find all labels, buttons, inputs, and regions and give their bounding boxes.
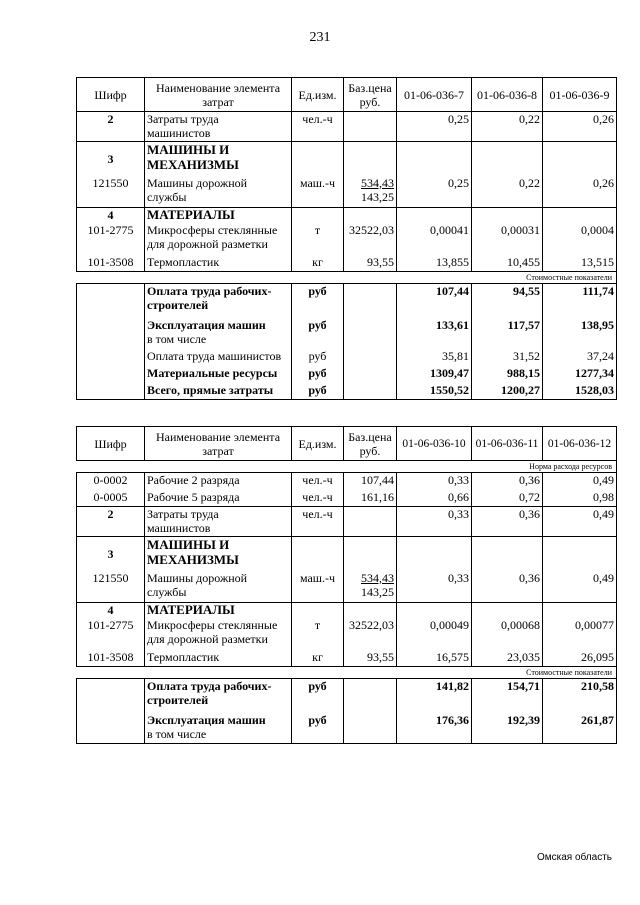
cell-name (145, 112, 292, 142)
cell-empty (472, 208, 543, 223)
section-label: Норма расхода ресурсов (77, 461, 617, 473)
cell-value: 0,33 (397, 473, 472, 490)
section-label: Стоимостные показатели (77, 667, 617, 679)
name-line: Машины дорожной (147, 570, 248, 585)
cell-empty (344, 603, 397, 618)
cell-value: 117,57 (472, 315, 543, 349)
table-row (77, 603, 617, 618)
cell-value: 1309,47 (397, 366, 472, 383)
name-line: в том числе (147, 331, 207, 346)
cell-name (145, 315, 292, 349)
col-price: Баз.цена руб. (344, 78, 397, 112)
cell-name (145, 571, 292, 603)
cell-value: 1200,27 (472, 383, 543, 400)
cell-value: 13,515 (543, 255, 617, 272)
cell-unit: руб (292, 679, 344, 710)
page-number: 231 (309, 30, 331, 45)
name-line: МЕХАНИЗМЫ (147, 552, 239, 567)
cell-price: 107,44 (344, 473, 397, 490)
price-line: 534,43 (361, 570, 394, 585)
cell-cipher: 0-0005 (77, 490, 145, 507)
cell-cipher: 101-3508 (77, 650, 145, 667)
cell-cipher: 2 (77, 112, 145, 142)
name-line: МАШИНЫ И (147, 142, 230, 157)
cell-cipher: 121550 (77, 571, 145, 603)
col-code-1: 01-06-036-10 (397, 427, 472, 461)
cell-value: 10,455 (472, 255, 543, 272)
cell-unit: т (292, 618, 344, 650)
cell-unit: кг (292, 650, 344, 667)
cell-value: 133,61 (397, 315, 472, 349)
cell-name (145, 710, 292, 744)
col-cipher: Шифр (77, 78, 145, 112)
cell-empty (344, 315, 397, 349)
cell-empty (344, 208, 397, 223)
cell-empty (344, 710, 397, 744)
table-header (77, 427, 617, 461)
name-line: Затраты труда (147, 112, 219, 126)
cell-unit: руб (292, 366, 344, 383)
cell-name (145, 142, 292, 176)
cell-name (145, 679, 292, 710)
name-line: Эксплуатация машин (147, 712, 266, 727)
table-row (77, 650, 617, 667)
cell-unit: чел.-ч (292, 112, 344, 142)
cell-value: 1550,52 (397, 383, 472, 400)
cell-cipher: 3 (77, 142, 145, 176)
cell-empty (344, 366, 397, 383)
col-code-2: 01-06-036-8 (472, 78, 543, 112)
cell-value: 0,33 (397, 507, 472, 537)
cell-unit: т (292, 223, 344, 255)
col-code-3: 01-06-036-9 (543, 78, 617, 112)
col-price: Баз.цена руб. (344, 427, 397, 461)
cell-empty (77, 349, 145, 366)
cell-empty (77, 383, 145, 400)
section-header (77, 667, 617, 679)
cell-price (344, 571, 397, 603)
name-line: Оплата труда рабочих- (147, 284, 272, 298)
cell-value: 0,49 (543, 473, 617, 490)
col-unit: Ед.изм. (292, 78, 344, 112)
cell-value: 0,36 (472, 473, 543, 490)
name-line: машинистов (147, 126, 211, 140)
cell-cipher: 2 (77, 507, 145, 537)
cell-empty (472, 603, 543, 618)
section-header (77, 461, 617, 473)
cell-empty (543, 603, 617, 618)
table-row (77, 679, 617, 710)
name-line: Микросферы стеклянные (147, 617, 278, 632)
cell-cipher: 3 (77, 537, 145, 571)
name-line: службы (147, 189, 187, 204)
cell-empty (344, 142, 397, 176)
resource-table-2 (76, 426, 617, 744)
cell-value: 23,035 (472, 650, 543, 667)
cell-unit: руб (292, 284, 344, 315)
cell-empty (397, 603, 472, 618)
cell-price (344, 112, 397, 142)
cell-value: 31,52 (472, 349, 543, 366)
name-line: строителей (147, 298, 209, 312)
table-row (77, 112, 617, 142)
cell-value: 35,81 (397, 349, 472, 366)
name-line: для дорожной разметки (147, 631, 268, 646)
table-row (77, 473, 617, 490)
table-header (77, 78, 617, 112)
table-row (77, 571, 617, 603)
cell-cipher: 4 (77, 603, 145, 618)
col-code-3: 01-06-036-12 (543, 427, 617, 461)
col-cipher: Шифр (77, 427, 145, 461)
cell-name: Оплата труда машинистов (145, 349, 292, 366)
table-row (77, 349, 617, 366)
cell-cipher: 4 (77, 208, 145, 223)
cell-empty (472, 142, 543, 176)
cell-value: 0,22 (472, 176, 543, 208)
cell-value: 1528,03 (543, 383, 617, 400)
cell-unit: руб (292, 315, 344, 349)
cell-empty (543, 537, 617, 571)
cell-name: Термопластик (145, 255, 292, 272)
cell-value: 138,95 (543, 315, 617, 349)
cell-empty (472, 537, 543, 571)
cell-empty (344, 537, 397, 571)
cell-price (344, 176, 397, 208)
cell-name: Термопластик (145, 650, 292, 667)
cell-unit: маш.-ч (292, 571, 344, 603)
table-row (77, 490, 617, 507)
cell-name (145, 618, 292, 650)
cell-name: Рабочие 5 разряда (145, 490, 292, 507)
cell-empty (77, 315, 145, 349)
col-name: Наименование элемента затрат (145, 78, 292, 112)
cell-value: 988,15 (472, 366, 543, 383)
cell-value: 0,22 (472, 112, 543, 142)
cell-name: Материальные ресурсы (145, 366, 292, 383)
cell-name: Рабочие 2 разряда (145, 473, 292, 490)
cell-price: 93,55 (344, 255, 397, 272)
cell-value: 16,575 (397, 650, 472, 667)
col-code-2: 01-06-036-11 (472, 427, 543, 461)
cell-cipher: 101-3508 (77, 255, 145, 272)
table-row (77, 142, 617, 176)
cell-price: 32522,03 (344, 223, 397, 255)
cell-empty (344, 349, 397, 366)
section-header (77, 272, 617, 284)
name-line: Эксплуатация машин (147, 317, 266, 332)
cell-empty (344, 284, 397, 315)
name-line: МАШИНЫ И (147, 537, 230, 552)
cell-empty (344, 507, 397, 537)
cell-value: 0,00077 (543, 618, 617, 650)
resource-table-1 (76, 77, 617, 400)
section-label: Стоимостные показатели (77, 272, 617, 284)
cell-unit: кг (292, 255, 344, 272)
cell-cipher: 101-2775 (77, 223, 145, 255)
col-code-1: 01-06-036-7 (397, 78, 472, 112)
cell-empty (292, 142, 344, 176)
col-unit: Ед.изм. (292, 427, 344, 461)
cell-value: 37,24 (543, 349, 617, 366)
footer-region: Омская область (536, 852, 612, 863)
cell-price: 32522,03 (344, 618, 397, 650)
table-row (77, 223, 617, 255)
cell-unit: руб (292, 349, 344, 366)
cell-value: 0,25 (397, 176, 472, 208)
cell-unit: руб (292, 710, 344, 744)
table-row (77, 537, 617, 571)
cell-value: 0,72 (472, 490, 543, 507)
name-line: Затраты труда (147, 507, 219, 521)
cell-value: 176,36 (397, 710, 472, 744)
cell-unit: маш.-ч (292, 176, 344, 208)
col-name: Наименование элемента затрат (145, 427, 292, 461)
cell-cipher: 0-0002 (77, 473, 145, 490)
name-line: машинистов (147, 521, 211, 535)
cell-value: 0,00068 (472, 618, 543, 650)
cell-value: 154,71 (472, 679, 543, 710)
cell-cipher: 101-2775 (77, 618, 145, 650)
cell-value: 1277,34 (543, 366, 617, 383)
cell-value: 210,58 (543, 679, 617, 710)
cell-name: МАТЕРИАЛЫ (145, 208, 292, 223)
cell-empty (77, 366, 145, 383)
cell-value: 26,095 (543, 650, 617, 667)
cell-name (145, 284, 292, 315)
cell-unit: чел.-ч (292, 490, 344, 507)
cell-value: 0,49 (543, 507, 617, 537)
table-row (77, 618, 617, 650)
price-line: 143,25 (361, 584, 394, 599)
cell-value: 111,74 (543, 284, 617, 315)
name-line: Оплата труда рабочих- (147, 679, 272, 693)
cell-empty (77, 284, 145, 315)
cell-unit: чел.-ч (292, 473, 344, 490)
cell-value: 0,36 (472, 571, 543, 603)
cell-value: 107,44 (397, 284, 472, 315)
name-line: в том числе (147, 726, 207, 741)
cell-name: МАТЕРИАЛЫ (145, 603, 292, 618)
table-row (77, 255, 617, 272)
cell-name (145, 176, 292, 208)
name-line: строителей (147, 693, 209, 707)
cell-value: 0,26 (543, 112, 617, 142)
cell-empty (543, 142, 617, 176)
name-line: Микросферы стеклянные (147, 222, 278, 237)
cell-empty (292, 208, 344, 223)
cell-price: 93,55 (344, 650, 397, 667)
cell-name (145, 507, 292, 537)
cell-value: 0,98 (543, 490, 617, 507)
cell-value: 141,82 (397, 679, 472, 710)
cell-value: 0,36 (472, 507, 543, 537)
cell-empty (77, 710, 145, 744)
table-row (77, 315, 617, 349)
cell-empty (344, 679, 397, 710)
table-row (77, 284, 617, 315)
cell-empty (292, 603, 344, 618)
table-row (77, 176, 617, 208)
table-row (77, 383, 617, 400)
cell-unit: руб (292, 383, 344, 400)
cell-price: 161,16 (344, 490, 397, 507)
cell-value: 0,00031 (472, 223, 543, 255)
table-row (77, 710, 617, 744)
cell-value: 0,25 (397, 112, 472, 142)
cell-value: 0,66 (397, 490, 472, 507)
cell-value: 0,33 (397, 571, 472, 603)
cell-name: Всего, прямые затраты (145, 383, 292, 400)
cell-empty (344, 383, 397, 400)
table-row (77, 507, 617, 537)
cell-value: 192,39 (472, 710, 543, 744)
cell-name (145, 537, 292, 571)
cell-value: 0,00049 (397, 618, 472, 650)
cell-value: 0,49 (543, 571, 617, 603)
cell-empty (292, 537, 344, 571)
name-line: службы (147, 584, 187, 599)
price-line: 143,25 (361, 189, 394, 204)
cell-empty (543, 208, 617, 223)
name-line: для дорожной разметки (147, 236, 268, 251)
cell-cipher: 121550 (77, 176, 145, 208)
cell-empty (397, 142, 472, 176)
price-line: 534,43 (361, 175, 394, 190)
cell-empty (397, 208, 472, 223)
cell-name (145, 223, 292, 255)
cell-empty (77, 679, 145, 710)
cell-value: 0,26 (543, 176, 617, 208)
cell-value: 261,87 (543, 710, 617, 744)
cell-value: 0,0004 (543, 223, 617, 255)
cell-value: 13,855 (397, 255, 472, 272)
name-line: МЕХАНИЗМЫ (147, 157, 239, 172)
table-row (77, 366, 617, 383)
cell-value: 94,55 (472, 284, 543, 315)
table-row (77, 208, 617, 223)
cell-empty (397, 537, 472, 571)
name-line: Машины дорожной (147, 175, 248, 190)
cell-value: 0,00041 (397, 223, 472, 255)
cell-unit: чел.-ч (292, 507, 344, 537)
